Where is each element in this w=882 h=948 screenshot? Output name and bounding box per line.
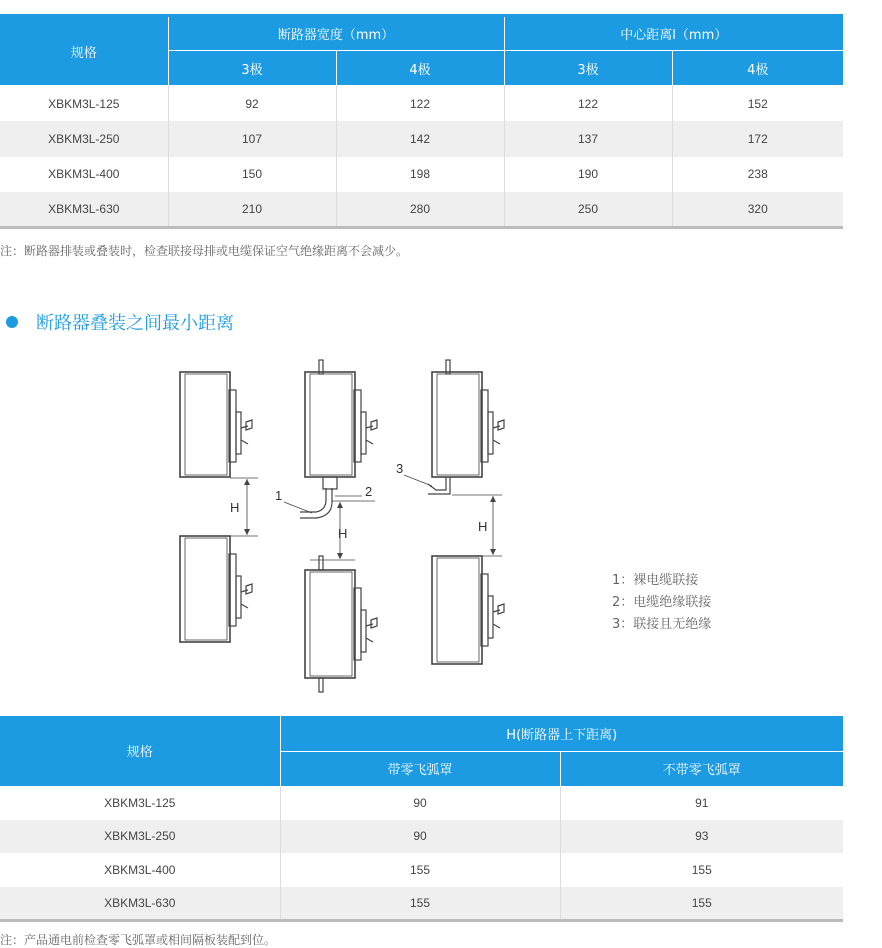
width-3pole-cell: 150 (168, 157, 336, 193)
with-arc-cover-header: 带零飞弧罩 (280, 751, 560, 786)
without-cover-cell: 93 (560, 820, 843, 854)
table-row (0, 192, 843, 228)
breaker-right-top (428, 360, 504, 494)
width-4pole-header: 4极 (336, 51, 504, 86)
table-row (0, 121, 843, 157)
table-row (0, 820, 843, 854)
width-header: 断路器宽度（mm） (168, 16, 504, 51)
h-label-middle: H (338, 526, 348, 541)
model-cell: XBKM3L-250 (0, 121, 168, 157)
width-3pole-header: 3极 (168, 51, 336, 86)
width-3pole-cell: 92 (168, 86, 336, 122)
callout-1: 1 (275, 488, 283, 503)
bullet-dot-icon (6, 316, 18, 328)
with-cover-cell: 90 (280, 786, 560, 820)
section-title-text: 断路器叠装之间最小距离 (36, 313, 234, 334)
table-row (0, 786, 843, 820)
stacking-distance-diagram (160, 350, 540, 700)
distance-3pole-header: 3极 (504, 51, 672, 86)
table1-note: 注：断路器排装或叠装时，检查联接母排或电缆保证空气绝缘距离不会减少。 (0, 244, 409, 258)
breaker-left-bottom (180, 536, 252, 642)
table-row (0, 157, 843, 193)
distance-header: 中心距离l（mm） (504, 16, 843, 51)
breaker-middle-bottom (305, 556, 377, 692)
distance-4pole-cell: 320 (672, 192, 843, 228)
distance-4pole-cell: 152 (747, 96, 768, 111)
model-cell: XBKM3L-400 (0, 853, 280, 887)
legend-item: 1：裸电缆联接 (612, 573, 699, 588)
model-cell: XBKM3L-630 (0, 192, 168, 228)
model-cell: XBKM3L-630 (0, 887, 280, 921)
without-cover-cell: 155 (691, 862, 712, 877)
distance-4pole-header: 4极 (672, 51, 843, 86)
without-cover-cell: 155 (560, 887, 843, 921)
distance-3pole-cell: 250 (504, 192, 672, 228)
table-row (0, 86, 843, 122)
width-4pole-cell: 280 (336, 192, 504, 228)
distance-3pole-cell: 137 (504, 121, 672, 157)
legend-item: 2：电缆绝缘联接 (612, 595, 712, 610)
width-4pole-cell: 122 (336, 86, 504, 122)
h-label-left: H (230, 500, 240, 515)
diagram-legend (612, 570, 711, 636)
h-distance-header: H(断路器上下距离) (280, 716, 843, 751)
distance-4pole-cell: 238 (747, 167, 768, 182)
without-cover-cell: 91 (695, 796, 709, 810)
model-cell: XBKM3L-400 (0, 157, 168, 193)
model-cell: XBKM3L-125 (0, 786, 280, 820)
with-cover-cell: 155 (280, 853, 560, 887)
breaker-width-table (0, 14, 843, 229)
with-cover-cell: 155 (280, 887, 560, 921)
table-row (0, 887, 843, 921)
callout-2: 2 (365, 484, 373, 499)
distance-3pole-cell: 190 (504, 157, 672, 193)
model-cell: XBKM3L-125 (0, 86, 168, 122)
breaker-right-bottom (432, 556, 504, 664)
width-4pole-cell: 198 (336, 157, 504, 193)
table2-note: 注：产品通电前检查零飞弧罩或相间隔板装配到位。 (0, 933, 277, 947)
width-3pole-cell: 107 (168, 121, 336, 157)
model-cell: XBKM3L-250 (0, 820, 280, 854)
table-row (0, 853, 843, 887)
distance-3pole-cell: 122 (504, 86, 672, 122)
distance-4pole-cell: 172 (672, 121, 843, 157)
spec-header: 规格 (0, 716, 280, 786)
section-title (6, 310, 234, 334)
breaker-left-top (180, 372, 252, 477)
without-arc-cover-header: 不带零飞弧罩 (560, 751, 843, 786)
callout-3: 3 (396, 461, 404, 476)
width-4pole-cell: 142 (336, 121, 504, 157)
legend-item: 3：联接且无绝缘 (612, 617, 712, 632)
h-label-right: H (478, 519, 488, 534)
width-3pole-cell: 210 (168, 192, 336, 228)
spec-header: 规格 (0, 16, 168, 86)
with-cover-cell: 90 (280, 820, 560, 854)
stacking-distance-table (0, 716, 843, 922)
